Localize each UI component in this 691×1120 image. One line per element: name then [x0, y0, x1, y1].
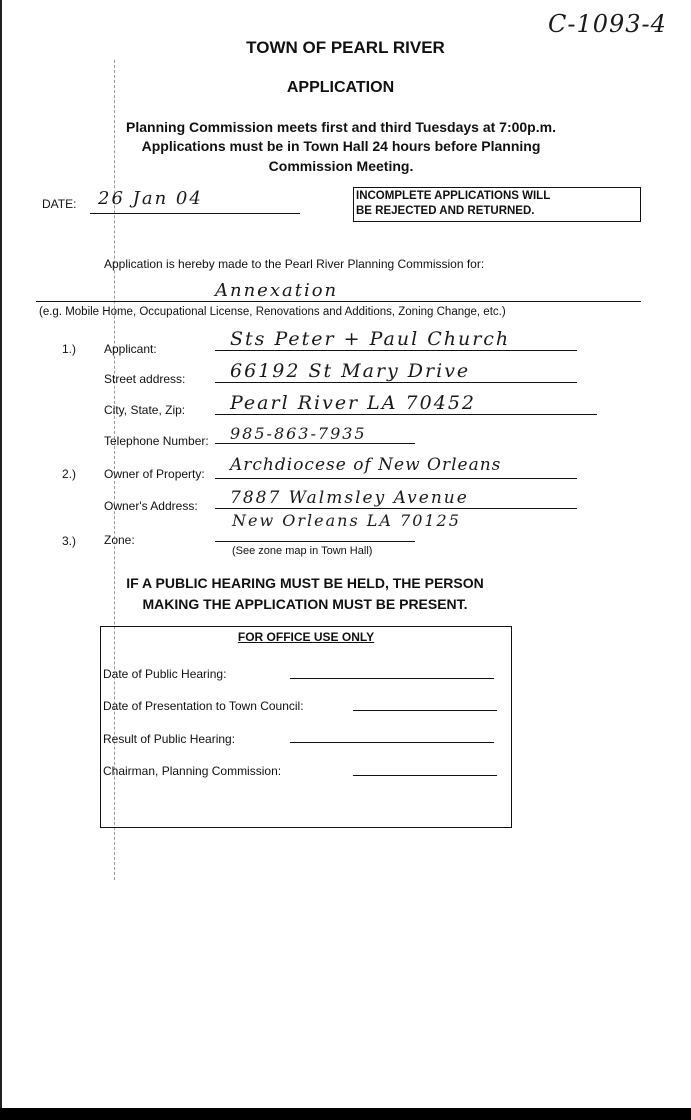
scan-bottom-border	[0, 1108, 691, 1120]
owner-number: 2.)	[62, 467, 77, 481]
applicant-label: Applicant:	[104, 342, 157, 356]
street-address-value[interactable]: 66192 St Mary Drive	[230, 360, 471, 382]
hearing-notice-line-2: MAKING THE APPLICATION MUST BE PRESENT.	[142, 596, 468, 612]
applicant-number: 1.)	[62, 342, 77, 356]
document-number-stamp: C-1093-4	[548, 10, 667, 38]
warning-box	[353, 187, 641, 222]
telephone-label: Telephone Number:	[104, 434, 209, 448]
date-of-public-hearing-label: Date of Public Hearing:	[103, 667, 227, 681]
application-intro: Application is hereby made to the Pearl River Planning Commission for:	[104, 257, 485, 271]
owner-underline	[215, 478, 577, 479]
warning-line-1: INCOMPLETE APPLICATIONS WILL	[356, 190, 551, 202]
warning-line-2: BE REJECTED AND RETURNED.	[356, 205, 535, 217]
date-of-presentation-line[interactable]	[353, 710, 497, 711]
telephone-value[interactable]: 985-863-7935	[230, 424, 367, 443]
chairman-signature-line[interactable]	[353, 775, 497, 776]
owner-label: Owner of Property:	[104, 467, 205, 481]
date-underline	[90, 213, 300, 214]
date-label: DATE:	[42, 197, 77, 211]
application-purpose-value[interactable]: Annexation	[215, 280, 339, 301]
street-address-underline	[215, 382, 577, 383]
notice-line-3: Commission Meeting.	[268, 158, 414, 174]
street-address-label: Street address:	[104, 372, 186, 386]
owner-address-value-line-2[interactable]: New Orleans LA 70125	[232, 511, 461, 530]
city-state-zip-underline	[215, 414, 597, 415]
office-use-title: FOR OFFICE USE ONLY	[237, 630, 375, 644]
owner-value[interactable]: Archdiocese of New Orleans	[230, 455, 502, 475]
applicant-value[interactable]: Sts Peter + Paul Church	[230, 328, 511, 350]
zone-label: Zone:	[104, 533, 135, 547]
result-of-public-hearing-label: Result of Public Hearing:	[103, 732, 236, 746]
page-subtitle: APPLICATION	[286, 79, 395, 96]
result-of-public-hearing-line[interactable]	[290, 742, 494, 743]
zone-underline	[215, 541, 415, 542]
page-title: TOWN OF PEARL RIVER	[246, 38, 445, 57]
applicant-underline	[215, 350, 577, 351]
notice-line-2: Applications must be in Town Hall 24 hours before Planning	[141, 138, 541, 154]
owner-address-value-line-1[interactable]: 7887 Walmsley Avenue	[230, 488, 469, 508]
hearing-notice-line-1: IF A PUBLIC HEARING MUST BE HELD, THE PERSON	[126, 575, 484, 591]
owner-address-label: Owner's Address:	[104, 499, 198, 513]
date-value[interactable]: 26 Jan 04	[98, 188, 203, 209]
date-of-public-hearing-line[interactable]	[290, 678, 494, 679]
zone-number: 3.)	[62, 534, 77, 548]
chairman-label: Chairman, Planning Commission:	[103, 764, 282, 778]
city-state-zip-value[interactable]: Pearl River LA 70452	[230, 392, 477, 414]
application-examples: (e.g. Mobile Home, Occupational License, Renovations and Additions, Zoning Change, etc.)	[39, 306, 506, 318]
notice-line-1: Planning Commission meets first and third Tuesdays at 7:00p.m.	[126, 119, 556, 135]
zone-note: (See zone map in Town Hall)	[232, 545, 373, 557]
office-use-box	[100, 626, 512, 828]
date-of-presentation-label: Date of Presentation to Town Council:	[103, 699, 304, 713]
city-state-zip-label: City, State, Zip:	[104, 403, 186, 417]
owner-address-underline	[215, 508, 577, 509]
telephone-underline	[215, 443, 415, 444]
purpose-underline	[36, 301, 641, 302]
